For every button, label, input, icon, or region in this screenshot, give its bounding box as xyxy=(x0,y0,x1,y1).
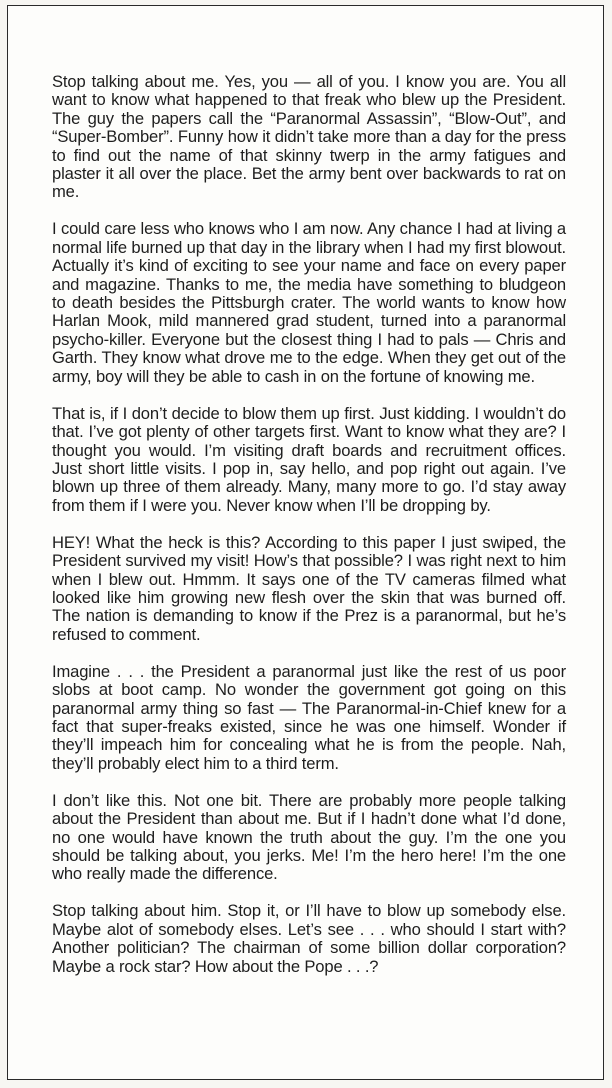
paragraph-4: HEY! What the heck is this? According to this paper I just swiped, the President survived my visit! How’s that possible? I was right next to him when I blew out. Hmmm. It says one of the TV cameras filmed what looked like him growing new flesh over the skin that was burned off. The nation is demanding to know if the Prez is a paranormal, but he’s refused to comment. xyxy=(52,532,566,644)
paragraph-2: I could care less who knows who I am now. Any chance I had at living a normal life burned up that day in the library when I had my first blowout. Actually it’s kind of exciting to see your name and face on every paper and magazine. Thanks to me, the media have something to bludgeon to death besides the Pittsburgh crater. The world wants to know how Harlan Mook, mild mannered grad student, turned into a paranormal psycho-killer. Everyone but the closest thing I had to pals — Chris and Garth. They know what drove me to the edge. When they get out of the army, boy will they be able to cash in on the fortune of knowing me. xyxy=(52,219,566,386)
paragraph-7: Stop talking about him. Stop it, or I’ll have to blow up somebody else. Maybe alot of somebody elses. Let’s see . . . who should I start with? Another politician? The chairman of some billion dollar corporation? Maybe a rock star? How about the Pope . . .? xyxy=(52,901,566,976)
paragraph-3: That is, if I don’t decide to blow them up first. Just kidding. I wouldn’t do that. I’ve got plenty of other targets first. Want to know what they are? I thought you would. I’m visiting draft boards and recruitment offices. Just short little visits. I pop in, say hello, and pop right out again. I’ve blown up three of them already. Many, many more to go. I’d stay away from them if I were you. Never know when I’ll be dropping by. xyxy=(52,403,566,515)
paragraph-1: Stop talking about me. Yes, you — all of you. I know you are. You all want to know what happened to that freak who blew up the President. The guy the papers call the “Paranormal Assassin”, “Blow-Out”, and “Super-Bomber”. Funny how it didn’t take more than a day for the press to find out the name of that skinny twerp in the army fatigues and plaster it all over the place. Bet the army bent over backwards to rat on me. xyxy=(52,72,566,202)
document-body xyxy=(52,73,566,995)
paragraph-5: Imagine . . . the President a paranormal just like the rest of us poor slobs at boot camp. No wonder the government got going on this paranormal army thing so fast — The Paranormal-in-Chief knew for a fact that super-freaks existed, since he was one himself. Wonder if they’ll impeach him for concealing what he is from the people. Nah, they’ll probably elect him to a third term. xyxy=(52,661,566,773)
paragraph-6: I don’t like this. Not one bit. There are probably more people talking about the President than about me. But if I hadn’t done what I’d done, no one would have known the truth about the guy. I’m the one you should be talking about, you jerks. Me! I’m the hero here! I’m the one who really made the difference. xyxy=(52,790,566,884)
